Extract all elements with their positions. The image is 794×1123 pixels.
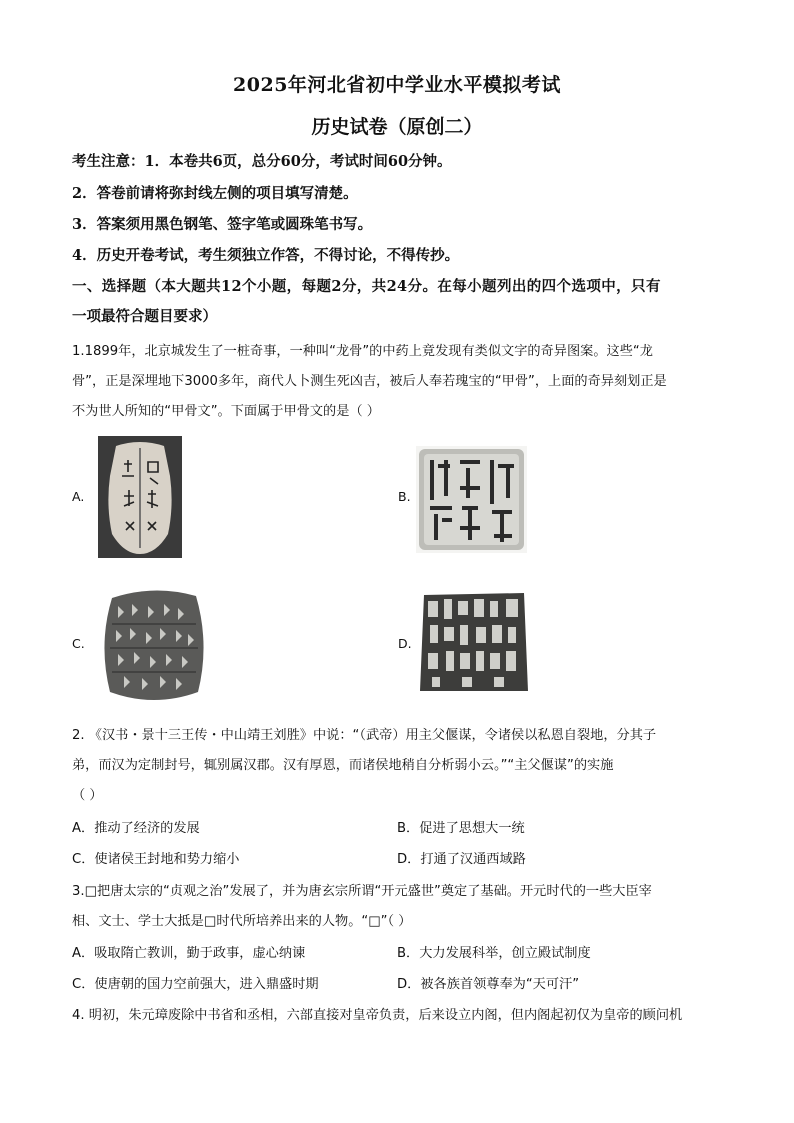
q1-option-c-image[interactable] — [98, 584, 210, 706]
q1-option-d-label: D. — [398, 636, 412, 651]
note-3: 3．答案须用黑色钢笔、签字笔或圆珠笔书写。 — [72, 216, 373, 233]
section-heading-line2: 一项最符合题目要求） — [72, 308, 217, 325]
q3-line-1: 3.□把唐太宗的“贞观之治”发展了，并为唐玄宗所谓“开元盛世”奠定了基础。开元时代的一些大臣宰 — [72, 884, 652, 899]
q2-line-1: 2. 《汉书・景十三王传・中山靖王刘胜》中说：“（武帝）用主父偃谋，令诸侯以私恩自裂地，分其子 — [72, 728, 657, 743]
q2-option-a[interactable]: A．推动了经济的发展 — [72, 821, 200, 836]
q3-line-2: 相、文士、学士大抵是□时代所培养出来的人物。“□”（ ） — [72, 914, 412, 929]
q2-option-d[interactable]: D．打通了汉通西域路 — [397, 852, 526, 867]
note-1: 考生注意：1．本卷共6页，总分60分，考试时间60分钟。 — [72, 153, 452, 170]
q1-line-2: 骨”，正是深埋地下3000多年，商代人卜测生死凶吉，被后人奉若瑰宝的“甲骨”，上面的奇异刻划正是 — [72, 374, 667, 389]
oracle-bone-image — [98, 436, 182, 558]
q2-line-3: （ ） — [72, 788, 103, 803]
q3-option-b[interactable]: B．大力发展科举，创立殿试制度 — [397, 946, 591, 961]
q4-line-1: 4. 明初，朱元璋废除中书省和丞相，六部直接对皇帝负责，后来设立内阁，但内阁起初仅为皇帝的顾问机 — [72, 1008, 683, 1023]
section-heading-line1: 一、选择题（本大题共12个小题，每题2分，共24分。在每小题列出的四个选项中，只有 — [72, 278, 661, 295]
q3-option-a[interactable]: A．吸取隋亡教训，勤于政事，虚心纳谏 — [72, 946, 306, 961]
q1-option-b-image[interactable] — [416, 446, 527, 553]
seal-stamp-image — [416, 446, 527, 553]
q1-option-b-label: B. — [398, 489, 411, 504]
q1-line-1: 1.1899年，北京城发生了一桩奇事，一种叫“龙骨”的中药上竟发现有类似文字的奇异图案。这些“龙 — [72, 344, 653, 359]
q3-option-c[interactable]: C．使唐朝的国力空前强大，进入鼎盛时期 — [72, 977, 319, 992]
q2-line-2: 弟，而汉为定制封号，辄别属汉郡。汉有厚恩，而诸侯地稍自分析弱小云。”“主父偃谋”的实施 — [72, 758, 614, 773]
q1-option-a-image[interactable] — [98, 436, 182, 558]
q1-option-c-label: C. — [72, 636, 85, 651]
cuneiform-tablet-image — [98, 584, 210, 706]
q3-option-d[interactable]: D．被各族首领尊奉为“天可汗” — [397, 977, 580, 992]
q1-option-a-label: A. — [72, 489, 85, 504]
bronze-inscription-image — [418, 591, 528, 693]
q1-line-3: 不为世人所知的“甲骨文”。下面属于甲骨文的是（ ） — [72, 404, 380, 419]
note-4: 4．历史开卷考试，考生须独立作答，不得讨论，不得传抄。 — [72, 247, 460, 264]
exam-subtitle: 历史试卷（原创二） — [311, 116, 483, 138]
q2-option-b[interactable]: B．促进了思想大一统 — [397, 821, 525, 836]
q2-option-c[interactable]: C．使诸侯王封地和势力缩小 — [72, 852, 240, 867]
exam-title: 2025年河北省初中学业水平模拟考试 — [233, 74, 561, 96]
q1-option-d-image[interactable] — [418, 591, 528, 693]
note-2: 2．答卷前请将弥封线左侧的项目填写清楚。 — [72, 185, 358, 202]
